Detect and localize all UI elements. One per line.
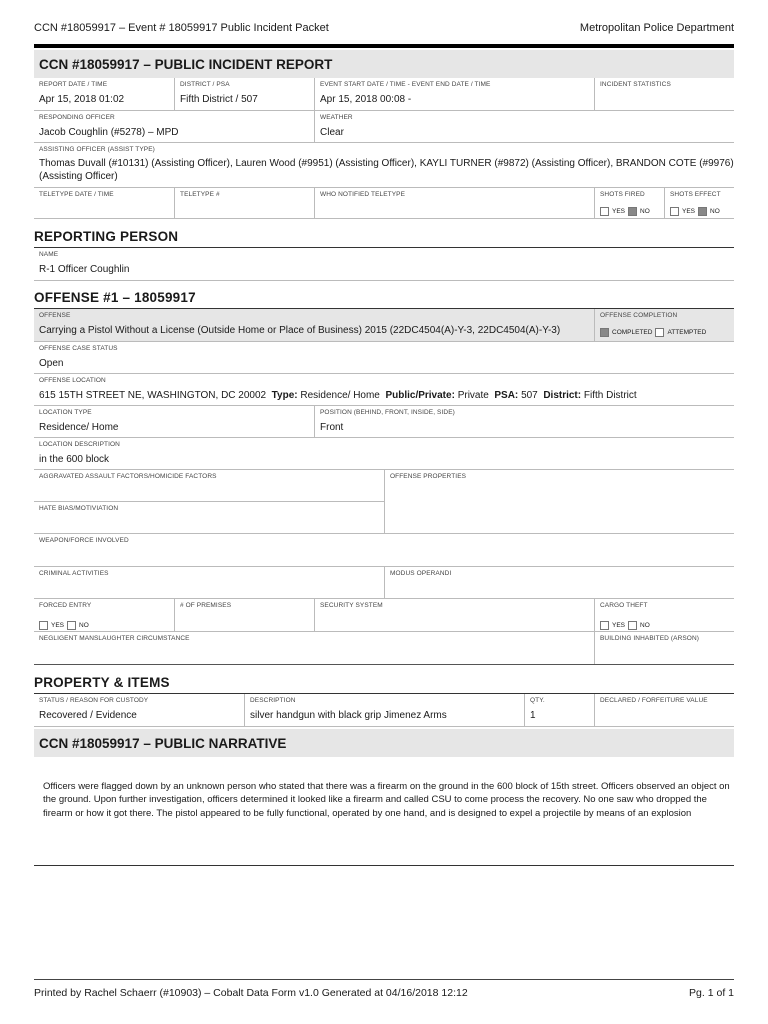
location-desc-value: in the 600 block — [39, 454, 110, 465]
shots-effect-label: SHOTS EFFECT — [670, 191, 721, 198]
psa-key: PSA: — [494, 390, 519, 401]
footer-left: Printed by Rachel Schaerr (#10903) – Cobalt Data Form v1.0 Generated at 04/16/2018 12:12 — [34, 987, 468, 999]
cargo-theft-no-label: NO — [640, 622, 650, 630]
offense-completion-options — [600, 324, 734, 342]
criminal-row — [34, 567, 734, 599]
weather-value: Clear — [320, 127, 344, 138]
responding-value: Jacob Coughlin (#5278) – MPD — [39, 127, 179, 138]
description-label: DESCRIPTION — [250, 697, 296, 704]
name-label: NAME — [39, 251, 59, 258]
type-key: Type: — [271, 390, 298, 401]
status-reason-label: STATUS / REASON FOR CUSTODY — [39, 697, 149, 704]
status-reason-value: Recovered / Evidence — [39, 710, 137, 721]
incident-stats-label: INCIDENT STATISTICS — [600, 81, 671, 88]
offense-row — [34, 309, 734, 342]
reporting-person-row — [34, 248, 734, 281]
shots-fired-no-checkbox[interactable] — [628, 207, 637, 216]
case-status-label: OFFENSE CASE STATUS — [39, 345, 118, 352]
report-datetime-label: REPORT DATE / TIME — [39, 81, 108, 88]
shots-effect-no-label: NO — [710, 208, 720, 216]
page-header — [34, 22, 734, 40]
position-value: Front — [320, 422, 344, 433]
district-key: District: — [543, 390, 582, 401]
report-row-3 — [34, 143, 734, 188]
offense-value: Carrying a Pistol Without a License (Outside Home or Place of Business) 2015 (22DC4504(A)-Y-3, 22DC4504(A)-Y-3) — [39, 325, 561, 336]
criminal-activities-label: CRIMINAL ACTIVITIES — [39, 570, 109, 577]
case-status-value: Open — [39, 358, 64, 369]
report-row-4 — [34, 188, 734, 219]
forced-entry-yes-checkbox[interactable] — [39, 621, 48, 630]
negligent-label: NEGLIGENT MANSLAUGHTER CIRCUMSTANCE — [39, 635, 190, 642]
property-row — [34, 694, 734, 727]
narrative-title: CCN #18059917 – PUBLIC NARRATIVE — [34, 729, 734, 757]
forced-entry-no-checkbox[interactable] — [67, 621, 76, 630]
attempted-label: ATTEMPTED — [667, 329, 707, 337]
declared-value-label: DECLARED / FORFEITURE VALUE — [600, 697, 708, 704]
psa-value: 507 — [521, 390, 538, 401]
assisting-value: Thomas Duvall (#10131) (Assisting Officer), Lauren Wood (#9951) (Assisting Officer), KAYLI TURNER (#9872) (Assisting Officer), BRANDON COTE (#9976) (Assisting Officer) — [39, 158, 734, 182]
district-key-value: Fifth District — [583, 390, 637, 401]
forced-entry-label: FORCED ENTRY — [39, 602, 92, 609]
page-number: Pg. 1 of 1 — [689, 987, 734, 999]
qty-label: QTY. — [530, 697, 545, 704]
security-system-label: SECURITY SYSTEM — [320, 602, 383, 609]
location-address: 615 15TH STREET NE, WASHINGTON, DC 20002 — [39, 390, 267, 401]
responding-label: RESPONDING OFFICER — [39, 114, 115, 121]
offense-properties-label: OFFENSE PROPERTIES — [390, 473, 467, 480]
forced-entry-yes-label: YES — [51, 622, 65, 630]
offense-location-label: OFFENSE LOCATION — [39, 377, 106, 384]
teletype-datetime-label: TELETYPE DATE / TIME — [39, 191, 114, 198]
header-rule — [34, 44, 734, 48]
location-desc-row — [34, 438, 734, 470]
completed-label: COMPLETED — [612, 329, 653, 337]
header-right: Metropolitan Police Department — [579, 22, 734, 34]
event-label: EVENT START DATE / TIME - EVENT END DATE / TIME — [320, 81, 491, 88]
event-value: Apr 15, 2018 00:08 - — [320, 94, 412, 105]
position-label: POSITION (BEHIND, FRONT, INSIDE, SIDE) — [320, 409, 455, 416]
narrative-end-rule — [34, 865, 734, 866]
reporting-person-title: REPORTING PERSON — [34, 229, 179, 244]
footer-rule — [34, 979, 734, 980]
shots-effect-options — [670, 203, 734, 221]
location-type-row — [34, 406, 734, 438]
offense-location-value — [39, 389, 734, 402]
public-key: Public/Private: — [385, 390, 455, 401]
header-left: CCN #18059917 – Event # 18059917 Public Incident Packet — [34, 22, 329, 34]
completed-checkbox[interactable] — [600, 328, 609, 337]
shots-fired-options — [600, 203, 664, 221]
offense-label: OFFENSE — [39, 312, 71, 319]
negligent-row — [34, 632, 734, 665]
premises-label: # OF PREMISES — [180, 602, 232, 609]
document-page — [34, 0, 734, 1024]
shots-fired-no-label: NO — [640, 208, 650, 216]
building-inhabited-label: BUILDING INHABITED (ARSON) — [600, 635, 700, 642]
assisting-label: ASSISTING OFFICER (ASSIST TYPE) — [39, 146, 155, 153]
page-footer — [34, 987, 734, 999]
weapon-label: WEAPON/FORCE INVOLVED — [39, 537, 129, 544]
attempted-checkbox[interactable] — [655, 328, 664, 337]
aggravated-row — [34, 470, 734, 534]
property-title: PROPERTY & ITEMS — [34, 675, 170, 690]
location-type-value: Residence/ Home — [39, 422, 119, 433]
report-row-2 — [34, 111, 734, 143]
description-value: silver handgun with black grip Jimenez Arms — [250, 710, 447, 721]
report-title: CCN #18059917 – PUBLIC INCIDENT REPORT — [34, 50, 734, 78]
location-type-label: LOCATION TYPE — [39, 409, 92, 416]
cargo-theft-no-checkbox[interactable] — [628, 621, 637, 630]
offense-title: OFFENSE #1 – 18059917 — [34, 290, 196, 305]
hate-bias-label: HATE BIAS/MOTIVIATION — [39, 505, 119, 512]
weapon-row — [34, 534, 734, 567]
shots-effect-yes-label: YES — [682, 208, 696, 216]
modus-operandi-label: MODUS OPERANDI — [390, 570, 452, 577]
shots-fired-label: SHOTS FIRED — [600, 191, 645, 198]
offense-completion-label: OFFENSE COMPLETION — [600, 312, 678, 319]
aggravated-label: AGGRAVATED ASSAULT FACTORS/HOMICIDE FACTORS — [39, 473, 217, 480]
teletype-number-label: TELETYPE # — [180, 191, 220, 198]
cargo-theft-label: CARGO THEFT — [600, 602, 648, 609]
shots-fired-yes-label: YES — [612, 208, 626, 216]
shots-fired-yes-checkbox[interactable] — [600, 207, 609, 216]
qty-value: 1 — [530, 710, 536, 721]
shots-effect-yes-checkbox[interactable] — [670, 207, 679, 216]
forced-entry-no-label: NO — [79, 622, 89, 630]
who-notified-label: WHO NOTIFIED TELETYPE — [320, 191, 406, 198]
forced-entry-row — [34, 599, 734, 632]
name-value: R-1 Officer Coughlin — [39, 264, 130, 275]
district-label: DISTRICT / PSA — [180, 81, 230, 88]
narrative-text: Officers were flagged down by an unknown person who stated that there was a firearm on the ground in the 600 block of 15th street. Officers observed an object on the ground. Upon further investigation, officers determined it looked like a firearm and called CSU to come process the recovery. No one saw who dropped the firearm or how it got there. The pistol appeared to be fully functional, operated by one hand, and is designed to expel a projectile by means of an explosion — [43, 781, 730, 819]
weather-label: WEATHER — [320, 114, 353, 121]
public-value: Private — [457, 390, 489, 401]
offense-location-row — [34, 374, 734, 406]
case-status-row — [34, 342, 734, 374]
cargo-theft-yes-label: YES — [612, 622, 626, 630]
district-value: Fifth District / 507 — [180, 94, 258, 105]
cargo-theft-yes-checkbox[interactable] — [600, 621, 609, 630]
report-row-1 — [34, 78, 734, 111]
report-datetime: Apr 15, 2018 01:02 — [39, 94, 125, 105]
type-value: Residence/ Home — [300, 390, 380, 401]
shots-effect-no-checkbox[interactable] — [698, 207, 707, 216]
location-desc-label: LOCATION DESCRIPTION — [39, 441, 120, 448]
